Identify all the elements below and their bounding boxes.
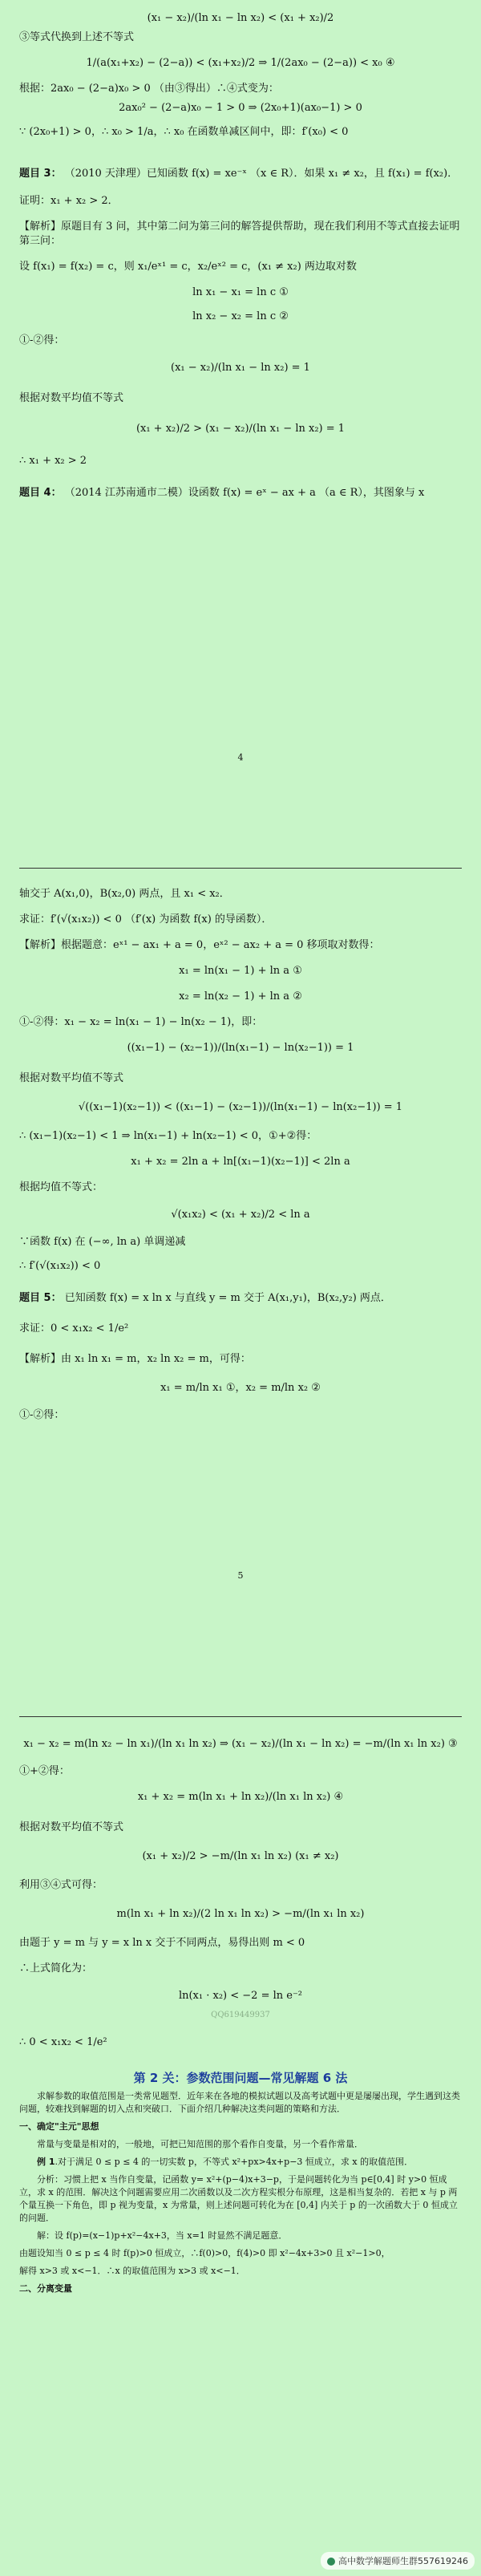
formula-top: (x₁ − x₂)/(ln x₁ − ln x₂) < (x₁ + x₂)/2 [147, 12, 334, 24]
subtract-text: ①-②得： [19, 334, 65, 346]
example-3-analysis: 【解析】原题目有 3 问，其中第二问为第三问的解答提供帮助，现在我们利用不等式直接去证明第三问： [19, 221, 460, 247]
step3-text: ③等式代换到上述不等式 [19, 31, 135, 43]
formula-2: 2ax₀² − (2−a)x₀ − 1 > 0 ⇒ (2x₀+1)(ax₀−1) > 0 [119, 102, 362, 114]
page-3-content [0, 1628, 481, 2295]
equation-5: ∴ x₁ + x₂ > 2 [19, 455, 87, 467]
p2-equation-7: √(x₁x₂) < (x₁ + x₂)/2 < ln a [171, 1209, 310, 1221]
p3-equation-4: m(ln x₁ + ln x₂)/(2 ln x₁ ln x₂) > −m/(ln x₁ ln x₂) [116, 1908, 365, 1920]
p3-equation-5: ln(x₁ · x₂) < −2 = ln e⁻² [178, 1990, 303, 2002]
p2-equation-2: x₂ = ln(x₂ − 1) + ln a ② [179, 990, 302, 1002]
p2-subtract-text: ①-②得：x₁ − x₂ = ln(x₁ − 1) − ln(x₂ − 1)，即： [19, 1016, 263, 1028]
method-1-text: 常量与变量是相对的，一般地，可把已知范围的那个看作自变量，另一个看作常量． [37, 2139, 363, 2149]
group-badge[interactable] [321, 2552, 475, 2570]
line-1: 轴交于 A(x₁,0)，B(x₂,0) 两点，且 x₁ < x₂． [19, 888, 230, 900]
condition-text: 由题设知当 0 ≤ p ≤ 4 时 f(p)>0 恒成立，∴f(0)>0，f(4)>0 即 x²−4x+3>0 且 x²−1>0， [19, 2248, 390, 2258]
wechat-icon [327, 2558, 335, 2566]
p2-equation-6: x₁ + x₂ = 2ln a + ln[(x₁−1)(x₂−1)] < 2ln a [131, 1156, 350, 1168]
p2-by-log-mean-text: 根据对数平均值不等式 [19, 1072, 124, 1084]
p2-equation-8: ∴ f′(√(x₁x₂)) < 0 [19, 1260, 101, 1272]
example-3 [19, 167, 462, 181]
p3-equation-6: ∴ 0 < x₁x₂ < 1/e² [19, 2036, 107, 2048]
page-number-5: 5 [237, 1570, 244, 1581]
analysis-text: 【解析】根据题意：eˣ¹ − ax₁ + a = 0，eˣ² − ax₂ + a = 0 移项取对数得： [19, 939, 380, 951]
conclusion-text: ∵ (2x₀+1) > 0，∴ x₀ > 1/a，∴ x₀ 在函数单减区间中，即：f′(x₀) < 0 [19, 126, 349, 138]
analysis-paragraph: 分析：习惯上把 x 当作自变量，记函数 y= x²+(p−4)x+3−p，于是问题转化为当 p∈[0,4] 时 y>0 恒成立，求 x 的范围．解决这个问题需要应用二次函数以及二次方程实根分布原理，这是相当复杂的．若把 x 与 p 两个量互换一下角色，即 p 视为变量，x 为常量，则上述问题可转化为在 [0,4] 内关于 p 的一次函数大于 0 恒成立的问题． [19, 2174, 458, 2223]
example-5 [19, 1291, 462, 1306]
p2-equation-9: x₁ = m/ln x₁ ①，x₂ = m/ln x₂ ② [160, 1382, 321, 1394]
section-title: 第 2 关：参数范围问题—常见解题 6 法 [133, 2071, 348, 2085]
example-3-proof: 证明：x₁ + x₂ > 2． [19, 195, 119, 207]
example-5-title: 题目 5： [19, 1292, 62, 1304]
page-1-content [0, 0, 481, 500]
page-2 [0, 802, 481, 1628]
method-2-title: 二、分离变量 [19, 2283, 72, 2294]
page-3 [0, 1628, 481, 2576]
p3-by-log-mean-text: 根据对数平均值不等式 [19, 1821, 124, 1833]
p2-equation-1: x₁ = ln(x₁ − 1) + ln a ① [179, 965, 302, 977]
example-1 [19, 2156, 462, 2169]
p2-monotone-text: ∵函数 f(x) 在 (−∞, ln a) 单调递减 [19, 1236, 186, 1248]
example-5-text: 已知函数 f(x) = x ln x 与直线 y = m 交于 A(x₁,y₁)，B(x₂,y₂) 两点． [64, 1292, 391, 1304]
result-text: 解得 x>3 或 x<−1．∴x 的取值范围为 x>3 或 x<−1． [19, 2266, 245, 2276]
p3-equation-2: x₁ + x₂ = m(ln x₁ + ln x₂)/(ln x₁ ln x₂) ④ [137, 1791, 344, 1803]
solution-text: 解：设 f(p)=(x−1)p+x²−4x+3，当 x=1 时显然不满足题意． [37, 2230, 288, 2241]
equation-4: (x₁ + x₂)/2 > (x₁ − x₂)/(ln x₁ − ln x₂) = 1 [135, 423, 346, 435]
equation-3: (x₁ − x₂)/(ln x₁ − ln x₂) = 1 [171, 362, 310, 374]
equation-2: ln x₂ − x₂ = ln c ② [192, 310, 289, 322]
p2-subtract-text-2: ①-②得： [19, 1409, 65, 1421]
p3-use-34-text: 利用③④式可得： [19, 1879, 103, 1891]
line-2: 求证：f′(√(x₁x₂)) < 0 （f′(x) 为函数 f(x) 的导函数）． [19, 913, 273, 925]
example-5-analysis: 【解析】由 x₁ ln x₁ = m，x₂ ln x₂ = m，可得： [19, 1353, 251, 1365]
method-1-title: 一、确定"主元"思想 [19, 2121, 99, 2132]
p3-equation-3: (x₁ + x₂)/2 > −m/(ln x₁ ln x₂) (x₁ ≠ x₂) [142, 1850, 339, 1862]
p2-equation-5: ∴ (x₁−1)(x₂−1) < 1 ⇒ ln(x₁−1) + ln(x₂−1) < 0，①+②得： [19, 1130, 317, 1142]
example-3-text: （2010 天津理）已知函数 f(x) = xe⁻ˣ （x ∈ R）．如果 x₁ ≠ x₂，且 f(x₁) = f(x₂)． [64, 168, 459, 180]
p2-equation-4: √((x₁−1)(x₂−1)) < ((x₁−1) − (x₂−1))/(ln(x₁−1) − ln(x₂−1)) = 1 [78, 1101, 403, 1113]
p2-equation-3: ((x₁−1) − (x₂−1))/(ln(x₁−1) − ln(x₂−1)) = 1 [127, 1042, 354, 1054]
page-2-content [0, 802, 481, 1423]
example-5-proof: 求证：0 < x₁x₂ < 1/e² [19, 1322, 129, 1335]
p2-by-mean-text: 根据均值不等式： [19, 1181, 103, 1193]
page-number-4: 4 [237, 752, 244, 763]
page-1 [0, 0, 481, 802]
p3-simplify-text: ∴上式简化为： [19, 1962, 93, 1975]
page-3-divider [19, 1716, 462, 1717]
example-3-setup: 设 f(x₁) = f(x₂) = c，则 x₁/eˣ¹ = c，x₂/eˣ² = c，(x₁ ≠ x₂) 两边取对数 [19, 261, 357, 273]
example-4 [19, 486, 462, 500]
equation-1: ln x₁ − x₁ = ln c ① [192, 286, 289, 298]
example-4-text: （2014 江苏南通市二模）设函数 f(x) = eˣ − ax + a （a ∈ R），其图象与 x [64, 487, 425, 499]
basis-text: 根据：2ax₀ − (2−a)x₀ > 0 （由③得出）∴④式变为： [19, 83, 279, 95]
section-intro: 求解参数的取值范围是一类常见题型．近年来在各地的模拟试题以及高考试题中更是屡屡出现，学生遇到这类问题，较难找到解题的切入点和突破口．下面介绍几种解决这类问题的策略和方法． [19, 2091, 460, 2114]
group-badge-text: 高中数学解题师生群557619246 [338, 2556, 468, 2566]
example-1-text: .对于满足 0 ≤ p ≤ 4 的一切实数 p，不等式 x²+px>4x+p−3 恒成立，求 x 的取值范围． [55, 2157, 414, 2167]
p3-add-text: ①+②得： [19, 1765, 70, 1777]
example-3-title: 题目 3： [19, 168, 62, 180]
by-log-mean-text: 根据对数平均值不等式 [19, 392, 124, 404]
example-1-title: 例 1 [37, 2157, 55, 2167]
p3-equation-1: x₁ − x₂ = m(ln x₂ − ln x₁)/(ln x₁ ln x₂) ⇒ (x₁ − x₂)/(ln x₁ − ln x₂) = −m/(ln x₁ ln x₂) ③ [23, 1738, 458, 1750]
qq-watermark: QQ619449937 [211, 2011, 270, 2019]
page-2-divider [19, 868, 462, 869]
example-4-title: 题目 4： [19, 487, 62, 499]
p3-from-graph-text: 由题于 y = m 与 y = x ln x 交于不同两点，易得出则 m < 0 [19, 1937, 305, 1949]
inequality-4: 1/(a(x₁+x₂) − (2−a)) < (x₁+x₂)/2 ⇒ 1/(2ax₀ − (2−a)) < x₀ ④ [86, 57, 395, 69]
